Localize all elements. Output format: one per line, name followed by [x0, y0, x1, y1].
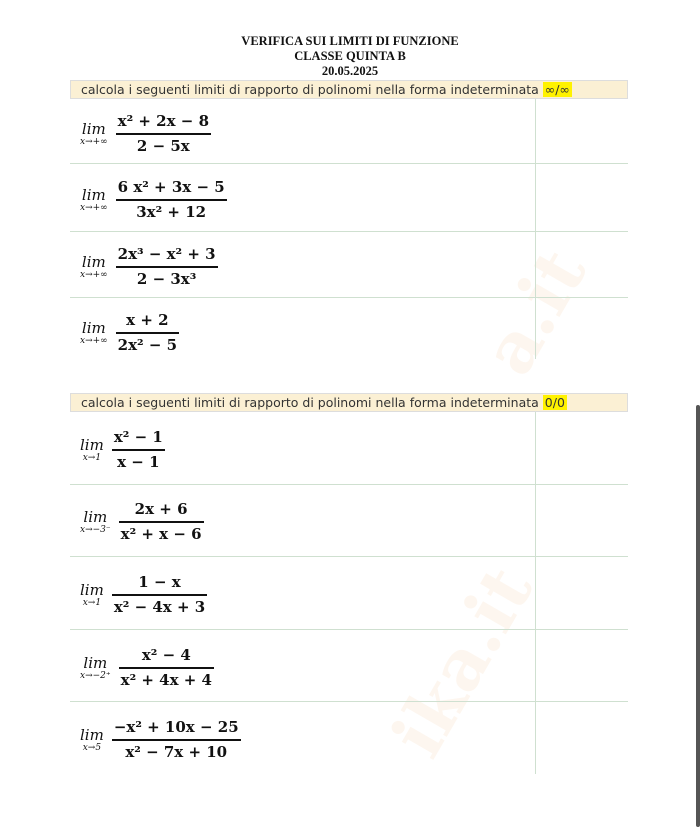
section2-form-highlight: 0/0: [544, 395, 565, 410]
numerator: x² − 1: [113, 428, 163, 447]
fraction-bar: [116, 332, 179, 334]
denominator: x² − 4x + 3: [113, 597, 206, 616]
doc-title: VERIFICA SUI LIMITI DI FUNZIONE: [241, 34, 459, 48]
limit-item: [80, 303, 179, 363]
numerator: 1 − x: [138, 573, 181, 592]
fraction-bar: [116, 199, 227, 201]
section1-instruction-band: [70, 80, 628, 99]
numerator: 6 x² + 3x − 5: [117, 178, 225, 197]
lim-word: lim: [83, 654, 108, 672]
fraction-bar: [119, 667, 214, 669]
fraction-bar: [116, 266, 218, 268]
denominator: x² + 4x + 4: [120, 670, 212, 689]
lim-word: lim: [80, 726, 104, 744]
fraction-bar: [119, 521, 204, 523]
denominator: 2 − 3x³: [136, 269, 197, 288]
numerator: x² + 2x − 8: [117, 112, 210, 131]
watermark-top: a.it: [466, 235, 603, 388]
fraction-bar: [112, 594, 207, 596]
limit-item: [80, 170, 227, 230]
lim-word: lim: [80, 581, 104, 599]
limit-item: [80, 420, 165, 480]
section2-row-divider: [70, 701, 628, 702]
denominator: 2x² − 5: [117, 335, 178, 354]
section2-instruction: calcola i seguenti limiti di rapporto di polinomi nella forma indeterminata: [81, 395, 539, 410]
lim-sub: x→+∞: [80, 336, 108, 346]
lim-sub: x→1: [82, 598, 102, 608]
lim-word: lim: [81, 253, 106, 271]
numerator: −x² + 10x − 25: [113, 718, 239, 737]
lim-sub: x→5: [82, 743, 102, 753]
fraction-bar: [112, 739, 241, 741]
denominator: x² − 7x + 10: [125, 742, 228, 761]
limit-item: [80, 104, 211, 164]
section1-instruction: calcola i seguenti limiti di rapporto di polinomi nella forma indeterminata: [81, 82, 539, 97]
section1-column-divider: [535, 99, 536, 359]
lim-word: lim: [81, 186, 106, 204]
section2-row-divider: [70, 484, 628, 485]
limit-item: [80, 237, 218, 297]
lim-sub: x→1: [82, 453, 102, 463]
section1-row-divider: [70, 231, 628, 232]
doc-date: 20.05.2025: [321, 64, 379, 78]
denominator: 2 − 5x: [136, 136, 190, 155]
lim-word: lim: [83, 508, 108, 526]
numerator: x + 2: [126, 311, 169, 330]
denominator: x² + x − 6: [120, 524, 202, 543]
section1-form-highlight: ∞/∞: [544, 82, 570, 97]
section2-instruction-band: [70, 393, 628, 412]
lim-sub: x→+∞: [80, 203, 108, 213]
lim-sub: x→+∞: [80, 270, 108, 280]
section2-column-divider: [535, 412, 536, 774]
denominator: 3x² + 12: [136, 202, 207, 221]
limit-item: [80, 565, 207, 625]
lim-sub: x→+∞: [80, 137, 108, 147]
denominator: x − 1: [117, 452, 160, 471]
fraction-bar: [112, 449, 165, 451]
watermark-bottom: ika.it: [374, 552, 549, 771]
fraction-bar: [116, 133, 211, 135]
limit-item: [80, 492, 204, 552]
lim-sub: x→−3⁻: [80, 525, 111, 535]
section2-row-divider: [70, 556, 628, 557]
limit-item: [80, 710, 241, 770]
numerator: x² − 4: [141, 646, 191, 665]
numerator: 2x + 6: [134, 500, 188, 519]
limit-item: [80, 638, 214, 698]
section2-row-divider: [70, 629, 628, 630]
lim-sub: x→−2⁺: [80, 671, 111, 681]
scrollbar[interactable]: [696, 405, 700, 827]
lim-word: lim: [80, 436, 104, 454]
section1-row-divider: [70, 297, 628, 298]
lim-word: lim: [81, 120, 106, 138]
numerator: 2x³ − x² + 3: [117, 245, 216, 264]
doc-class: CLASSE QUINTA B: [294, 49, 406, 63]
lim-word: lim: [81, 319, 106, 337]
